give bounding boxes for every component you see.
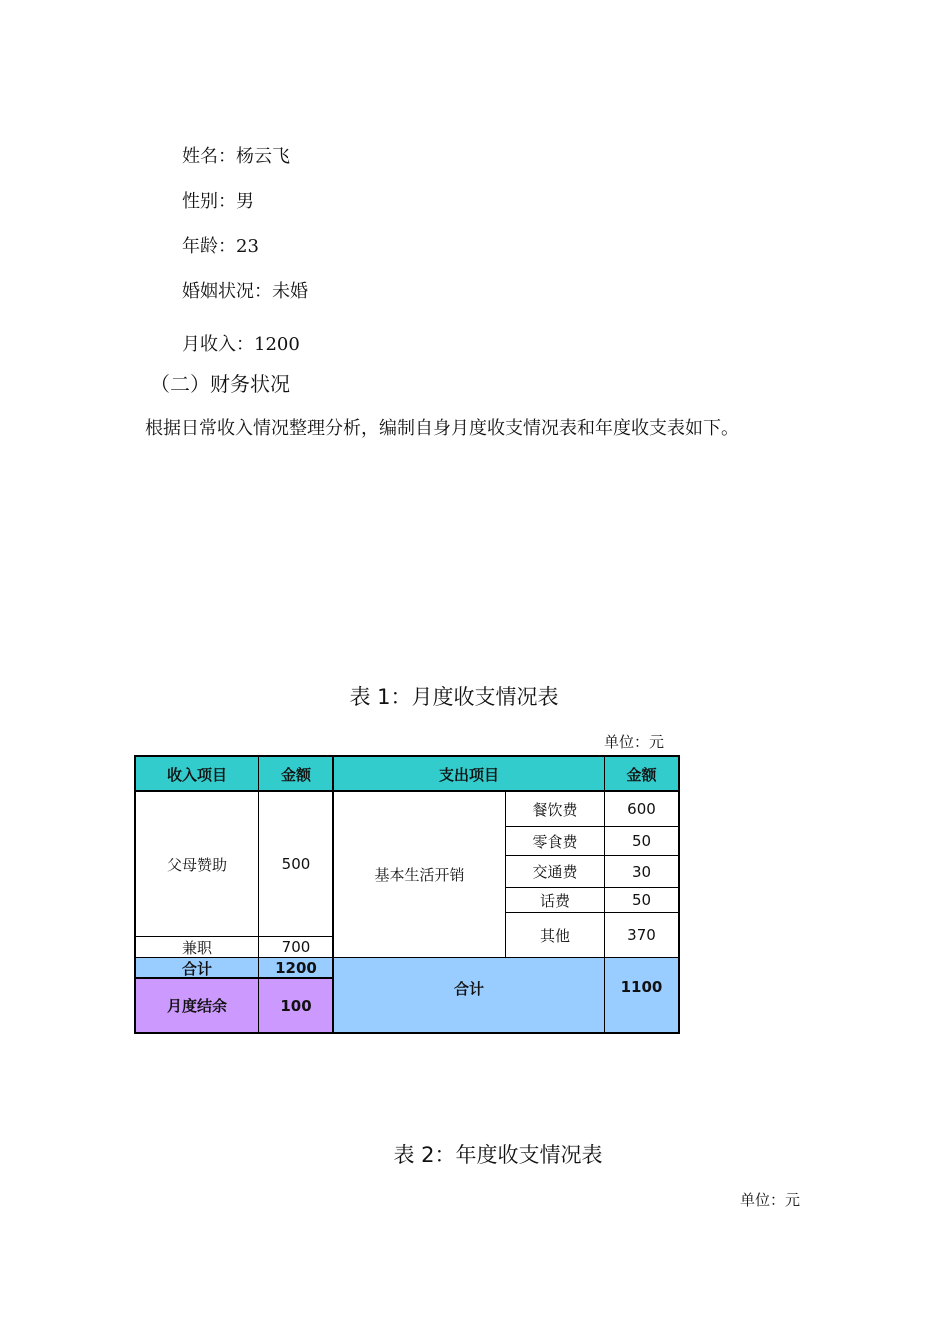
balance-separator (134, 977, 334, 979)
age-line: 年龄：23 (182, 236, 259, 257)
table2-title: 表 2：年度收支情况表 (393, 1143, 603, 1167)
expense-row-amount: 50 (604, 826, 679, 856)
marital-status-line: 婚姻状况：未婚 (182, 281, 308, 302)
name-line: 姓名：杨云飞 (182, 146, 290, 167)
monthly-balance-amount: 100 (258, 978, 334, 1033)
header-income-amount: 金额 (258, 756, 334, 792)
expense-row-label: 餐饮费 (505, 791, 605, 827)
header-expense-item: 支出项目 (333, 756, 605, 792)
gender-line: 性别：男 (182, 191, 254, 212)
expense-total-amount: 1100 (604, 957, 679, 1033)
table1-unit: 单位：元 (604, 733, 665, 751)
expense-row-label: 话费 (505, 887, 605, 913)
expense-group-label: 基本生活开销 (333, 791, 506, 958)
income-row-parents-amount: 500 (258, 791, 334, 937)
section-title: （二）财务状况 (150, 372, 290, 396)
expense-total-label: 合计 (333, 957, 605, 1033)
table1-title: 表 1：月度收支情况表 (349, 685, 559, 709)
income-total-amount: 1200 (258, 957, 334, 979)
table2-unit: 单位：元 (740, 1191, 801, 1209)
expense-row-label: 其他 (505, 912, 605, 958)
expense-row-amount: 30 (604, 855, 679, 888)
expense-row-label: 交通费 (505, 855, 605, 888)
expense-row-amount: 370 (604, 912, 679, 958)
monthly-balance-label: 月度结余 (135, 978, 259, 1033)
header-income-item: 收入项目 (135, 756, 259, 792)
income-total-label: 合计 (135, 957, 259, 979)
monthly-income-line: 月收入：1200 (182, 334, 300, 355)
intro-paragraph: 根据日常收入情况整理分析，编制自身月度收支情况表和年度收支表如下。 (145, 418, 739, 439)
income-expense-divider (332, 755, 334, 1034)
header-expense-amount: 金额 (604, 756, 679, 792)
income-row-parttime-amount: 700 (258, 936, 334, 958)
expense-row-amount: 600 (604, 791, 679, 827)
income-row-parents-label: 父母赞助 (135, 791, 259, 937)
expense-row-amount: 50 (604, 887, 679, 913)
expense-row-label: 零食费 (505, 826, 605, 856)
income-row-parttime-label: 兼职 (135, 936, 259, 958)
header-separator (134, 790, 680, 792)
